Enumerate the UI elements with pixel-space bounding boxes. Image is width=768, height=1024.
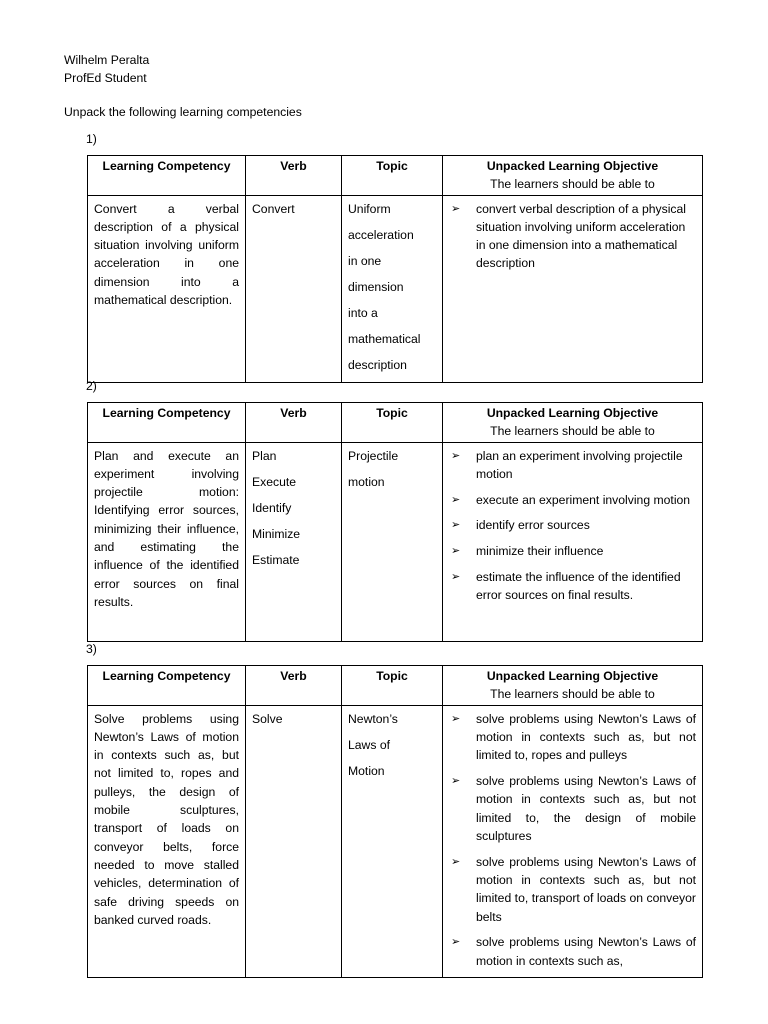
header-objective-sub: The learners should be able to <box>490 424 655 439</box>
item-number: 1) <box>86 132 97 146</box>
header-objective <box>443 666 703 706</box>
header-competency: Learning Competency <box>88 403 246 443</box>
header-verb: Verb <box>246 403 342 443</box>
topic-line: motion <box>348 474 385 489</box>
header-verb: Verb <box>246 666 342 706</box>
topic-line: into a <box>348 305 378 320</box>
header-topic: Topic <box>342 156 443 196</box>
competency-table-3 <box>87 665 703 978</box>
objective-cell <box>443 705 703 977</box>
item-number: 2) <box>86 379 97 393</box>
table-header-row <box>88 403 703 443</box>
verb-item: Solve <box>252 711 283 726</box>
arrow-bullet-icon: ➢ <box>451 449 461 462</box>
topic-line: mathematical <box>348 331 421 346</box>
author-name: Wilhelm Peralta <box>64 53 150 67</box>
arrow-bullet-icon: ➢ <box>451 202 461 215</box>
table-row <box>88 195 703 382</box>
verb-item: Identify <box>252 500 292 515</box>
table-row <box>88 705 703 977</box>
table-header-row <box>88 156 703 196</box>
verb-item: Estimate <box>252 552 300 567</box>
header-verb: Verb <box>246 156 342 196</box>
objective-item <box>449 853 696 926</box>
verb-item: Minimize <box>252 526 301 541</box>
arrow-bullet-icon: ➢ <box>451 712 461 725</box>
author-role: ProfEd Student <box>64 71 147 85</box>
arrow-bullet-icon: ➢ <box>451 774 461 787</box>
header-objective-title: Unpacked Learning Objective <box>486 406 659 420</box>
header-objective-sub: The learners should be able to <box>490 177 655 192</box>
table-row <box>88 442 703 641</box>
objective-text: solve problems using Newton’s Laws of motion in contexts such as, <box>476 935 696 968</box>
instruction-text: Unpack the following learning competencies <box>64 105 302 119</box>
verb-item: Plan <box>252 448 277 463</box>
topic-line: dimension <box>348 279 404 294</box>
objective-item <box>449 710 696 765</box>
topic-line: acceleration <box>348 227 414 242</box>
header-objective-sub: The learners should be able to <box>490 687 655 702</box>
objective-text: solve problems using Newton’s Laws of motion in contexts such as, but not limited to, transport of loads on conveyor belts <box>476 854 696 924</box>
objective-item <box>449 933 696 970</box>
table-header-row <box>88 666 703 706</box>
topic-line: Projectile <box>348 448 399 463</box>
objective-text: plan an experiment involving projectile motion <box>476 448 683 481</box>
objective-text: identify error sources <box>476 518 590 533</box>
author-block <box>64 51 149 87</box>
competency-cell: Convert a verbal description of a physical situation involving uniform acceleration in one dimension into a mathematical description. <box>88 195 246 382</box>
objective-text: execute an experiment involving motion <box>476 492 691 507</box>
header-objective-title: Unpacked Learning Objective <box>486 669 659 683</box>
topic-cell <box>342 442 443 641</box>
arrow-bullet-icon: ➢ <box>451 571 461 584</box>
topic-cell <box>342 195 443 382</box>
arrow-bullet-icon: ➢ <box>451 855 461 868</box>
header-competency: Learning Competency <box>88 666 246 706</box>
arrow-bullet-icon: ➢ <box>451 493 461 506</box>
objective-text: convert verbal description of a physical situation involving uniform acceleration in one dimension into a mathematical description <box>476 201 687 271</box>
topic-line: description <box>348 357 407 372</box>
objective-item <box>449 447 696 484</box>
objective-item <box>449 568 696 605</box>
objective-text: estimate the influence of the identified error sources on final results. <box>476 570 681 603</box>
objective-item <box>449 772 696 845</box>
objective-text: minimize their influence <box>476 544 604 559</box>
objective-cell <box>443 195 703 382</box>
header-topic: Topic <box>342 403 443 443</box>
objective-item <box>449 516 696 534</box>
verb-cell <box>246 442 342 641</box>
verb-item: Execute <box>252 474 297 489</box>
header-objective-title: Unpacked Learning Objective <box>486 159 659 173</box>
header-topic: Topic <box>342 666 443 706</box>
objective-item <box>449 200 696 273</box>
competency-cell: Solve problems using Newton’s Laws of motion in contexts such as, but not limited to, ropes and pulleys, the design of mobile sculptures, transport of loads on conveyor belts, force needed to move stalled vehicles, determination of safe driving speeds on banked curved roads. <box>88 705 246 977</box>
item-number: 3) <box>86 642 97 656</box>
verb-cell <box>246 705 342 977</box>
competency-table-2 <box>87 402 703 642</box>
topic-line: in one <box>348 253 382 268</box>
objective-item <box>449 491 696 509</box>
arrow-bullet-icon: ➢ <box>451 936 461 949</box>
objective-text: solve problems using Newton’s Laws of motion in contexts such as, but not limited to, the design of mobile sculptures <box>476 773 696 843</box>
topic-line: Uniform <box>348 201 391 216</box>
verb-cell <box>246 195 342 382</box>
header-objective <box>443 403 703 443</box>
objective-cell <box>443 442 703 641</box>
header-objective <box>443 156 703 196</box>
verb-item: Convert <box>252 201 295 216</box>
arrow-bullet-icon: ➢ <box>451 545 461 558</box>
competency-table-1 <box>87 155 703 383</box>
objective-text: solve problems using Newton’s Laws of motion in contexts such as, but not limited to, ropes and pulleys <box>476 711 696 763</box>
topic-line: Laws of <box>348 737 391 752</box>
topic-cell <box>342 705 443 977</box>
arrow-bullet-icon: ➢ <box>451 519 461 532</box>
objective-item <box>449 542 696 560</box>
topic-line: Motion <box>348 763 385 778</box>
header-competency: Learning Competency <box>88 156 246 196</box>
topic-line: Newton’s <box>348 711 398 726</box>
competency-cell: Plan and execute an experiment involving projectile motion: Identifying error sources, minimizing their influence, and estimating the influence of the identified error sources on final results. <box>88 442 246 641</box>
